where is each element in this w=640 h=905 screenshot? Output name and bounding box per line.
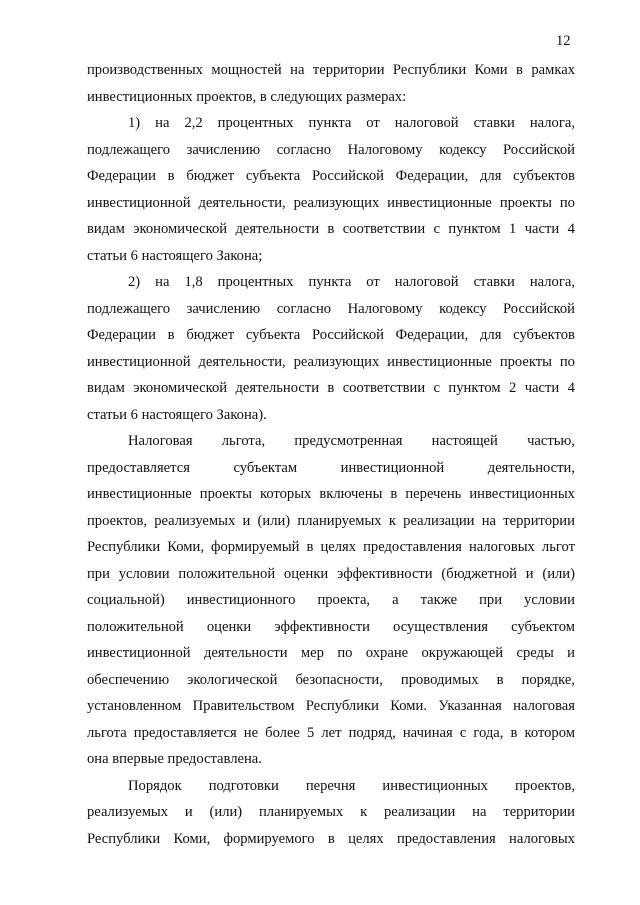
text-line: Федерации в бюджет субъекта Российской Федерации, для субъектов bbox=[87, 168, 575, 185]
text-line: 1) на 2,2 процентных пункта от налоговой ставки налога, bbox=[128, 115, 575, 132]
text-line: видам экономической деятельности в соответствии с пунктом 1 части 4 bbox=[87, 221, 575, 238]
text-line: при условии положительной оценки эффективности (бюджетной и (или) bbox=[87, 565, 575, 582]
text-line: Республики Коми, формируемый в целях предоставления налоговых льгот bbox=[87, 539, 575, 556]
text-line: видам экономической деятельности в соответствии с пунктом 2 части 4 bbox=[87, 380, 575, 397]
text-line: инвестиционной деятельности, реализующих инвестиционные проекты по bbox=[87, 194, 575, 211]
text-line: предоставляется субъектам инвестиционной деятельности, bbox=[87, 459, 575, 476]
text-line: проектов, реализуемых и (или) планируемых к реализации на территории bbox=[87, 512, 575, 529]
text-line: статьи 6 настоящего Закона). bbox=[87, 406, 267, 423]
text-line: положительной оценки эффективности осуществления субъектом bbox=[87, 618, 575, 635]
text-line: подлежащего зачислению согласно Налоговому кодексу Российской bbox=[87, 300, 575, 317]
text-line: установленном Правительством Республики Коми. Указанная налоговая bbox=[87, 698, 575, 715]
text-line: Налоговая льгота, предусмотренная настоящей частью, bbox=[128, 433, 575, 450]
text-line: статьи 6 настоящего Закона; bbox=[87, 247, 263, 264]
text-line: инвестиционной деятельности мер по охране окружающей среды и bbox=[87, 645, 575, 662]
document-body bbox=[87, 57, 575, 852]
text-line: Федерации в бюджет субъекта Российской Федерации, для субъектов bbox=[87, 327, 575, 344]
page-number: 12 bbox=[556, 33, 571, 49]
text-line: 2) на 1,8 процентных пункта от налоговой ставки налога, bbox=[128, 274, 575, 291]
text-line: Порядок подготовки перечня инвестиционных проектов, bbox=[128, 777, 575, 794]
text-line: реализуемых и (или) планируемых к реализации на территории bbox=[87, 804, 575, 821]
text-line: инвестиционные проекты которых включены в перечень инвестиционных bbox=[87, 486, 575, 503]
text-line: обеспечению экологической безопасности, проводимых в порядке, bbox=[87, 671, 575, 688]
text-line: инвестиционных проектов, в следующих размерах: bbox=[87, 88, 407, 105]
text-line: льгота предоставляется не более 5 лет подряд, начиная с года, в котором bbox=[87, 724, 575, 741]
text-line: социальной) инвестиционного проекта, а также при условии bbox=[87, 592, 575, 609]
text-line: Республики Коми, формируемого в целях предоставления налоговых bbox=[87, 830, 575, 847]
text-line: подлежащего зачислению согласно Налоговому кодексу Российской bbox=[87, 141, 575, 158]
text-line: она впервые предоставлена. bbox=[87, 751, 262, 768]
text-line: инвестиционной деятельности, реализующих инвестиционные проекты по bbox=[87, 353, 575, 370]
text-line: производственных мощностей на территории Республики Коми в рамках bbox=[87, 62, 575, 79]
